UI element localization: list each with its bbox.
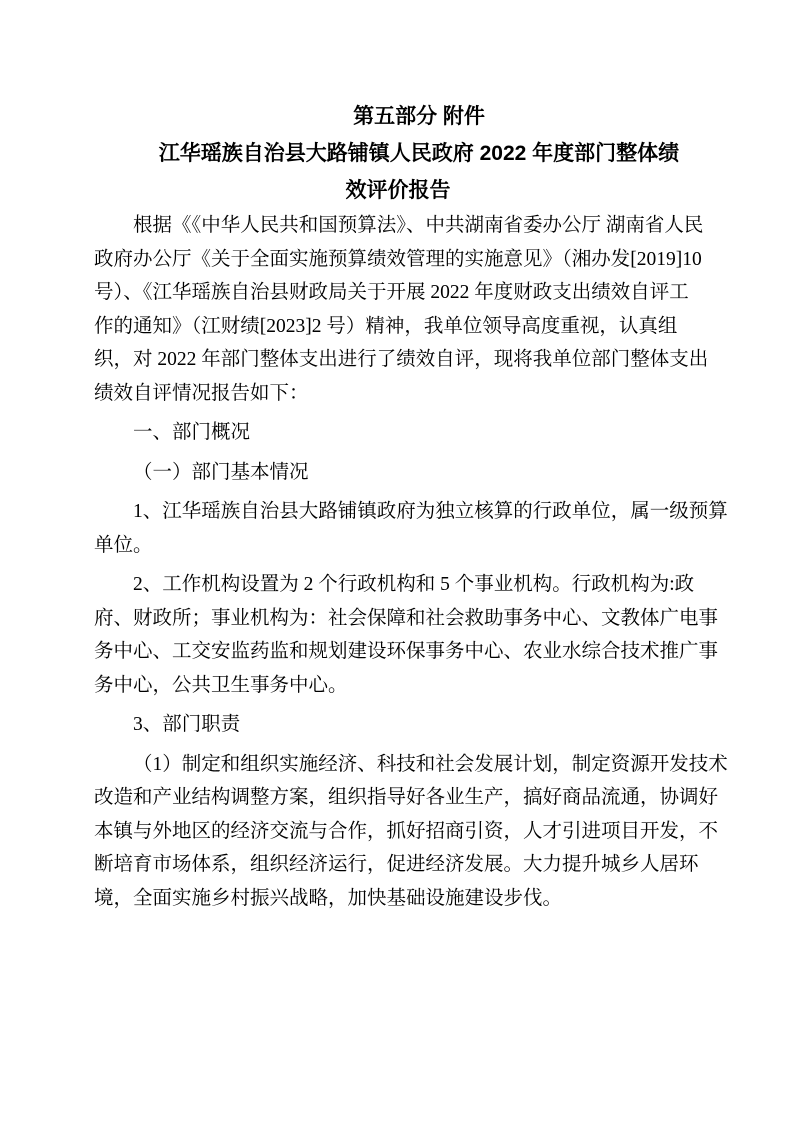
paragraph-intro: [94, 209, 709, 410]
section-heading-overview: [94, 416, 702, 450]
body-line: 改造和产业结构调整方案，组织指导好各业生产，搞好商品流通，协调好: [94, 787, 719, 808]
subsection-heading-basic-info: [94, 456, 702, 490]
body-line: 1、江华瑶族自治县大路铺镇政府为独立核算的行政单位，属一级预算: [133, 501, 728, 522]
part-heading: 第五部分 附件: [353, 105, 485, 128]
paragraph-duty-1: [94, 748, 728, 916]
report-title-line-2: 效评价报告: [345, 179, 451, 202]
subsection-heading-line: （一）部门基本情况: [133, 461, 309, 483]
section-heading-line: 一、部门概况: [133, 422, 251, 443]
body-line: 境，全面实施乡村振兴战略，加快基础设施建设步伐。: [94, 887, 563, 909]
body-line: 作的通知》（江财绩[2023]2 号）精神，我单位领导高度重视，认真组: [94, 315, 678, 337]
paragraph-org-structure: [94, 568, 719, 702]
paragraph-unit-status: [94, 495, 728, 562]
body-line: 根据《《中华人民共和国预算法》、中共湖南省委办公厅 湖南省人民: [133, 215, 704, 236]
body-line: 务中心、工交安监药监和规划建设环保事务中心、农业水综合技术推广事: [94, 641, 719, 662]
body-line: （1）制定和组织实施经济、科技和社会发展计划，制定资源开发技术: [133, 753, 728, 775]
document-content: [94, 98, 728, 921]
body-line: 本镇与外地区的经济交流与合作，抓好招商引资，人才引进项目开发，不: [94, 820, 719, 842]
body-line: 务中心，公共卫生事务中心。: [94, 674, 348, 696]
body-line: 断培育市场体系，组织经济运行，促进经济发展。大力提升城乡人居环: [94, 854, 699, 875]
body-line: 绩效自评情况报告如下：: [94, 382, 309, 404]
report-title-line-1: 江华瑶族自治县大路铺镇人民政府 2022 年度部门整体绩: [158, 142, 680, 165]
subsection-heading-duties: [94, 708, 702, 742]
body-line: 单位。: [94, 534, 153, 556]
body-line: 府、财政所；事业机构为：社会保障和社会救助事务中心、文教体广电事: [94, 607, 719, 629]
body-line: 2、工作机构设置为 2 个行政机构和 5 个事业机构。行政机构为:政: [133, 574, 695, 595]
body-line: 织，对 2022 年部门整体支出进行了绩效自评，现将我单位部门整体支出: [94, 349, 709, 370]
body-line: 号）、《江华瑶族自治县财政局关于开展 2022 年度财政支出绩效自评工: [94, 282, 689, 303]
subsection-heading-line: 3、部门职责: [133, 714, 241, 735]
body-line: 政府办公厅《关于全面实施预算绩效管理的实施意见》（湘办发[2019]10: [94, 248, 702, 270]
